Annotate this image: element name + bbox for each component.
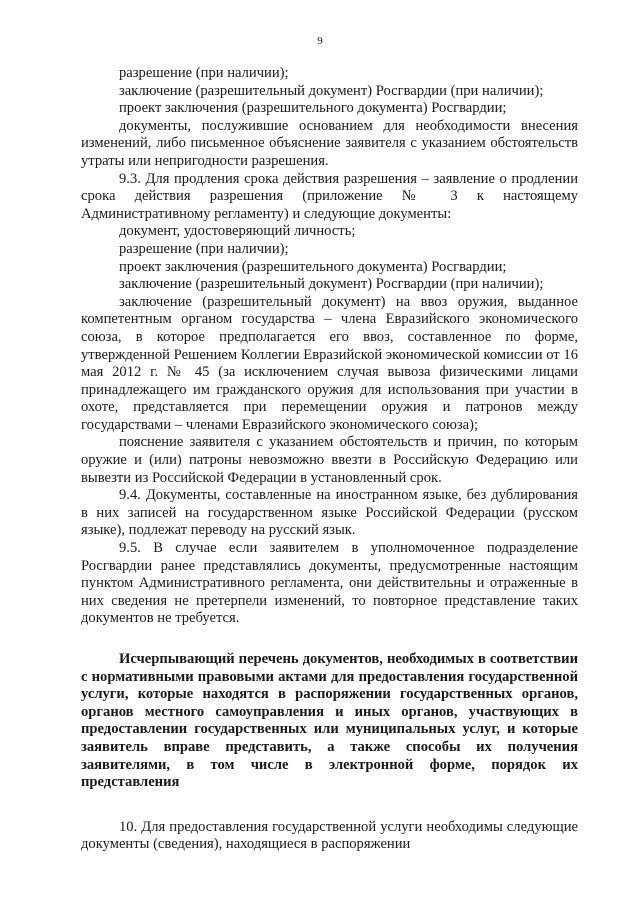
paragraph: проект заключения (разрешительного документа) Росгвардии; [119,258,507,275]
paragraph: 9.3. Для продления срока действия разрешения – заявление о продлении срока действия разрешения (приложение № 3 к настоящему Административному регламенту) и следующие документы: [81,170,578,222]
page-number: 9 [317,35,323,47]
paragraph: заключение (разрешительный документ) Росгвардии (при наличии); [119,82,544,99]
section-heading: Исчерпывающий перечень документов, необходимых в соответствии с нормативными правовыми актами для предоставления государственной услуги, которые находятся в распоряжении государственных органов, органов местного самоуправления и иных органов, участвующих в предоставлении государственных или муниципальных услуг, и которые заявитель вправе представить, а также способы их получения заявителями, в том числе в электронной форме, порядок их представления [81,651,578,791]
paragraph: документ, удостоверяющий личность; [119,223,356,240]
paragraph: 9.5. В случае если заявителем в уполномоченное подразделение Росгвардии ранее представлялись документы, предусмотренные настоящим пунктом Административного регламента, они действительны и отраженные в них сведения не претерпели изменений, то повторное представление таких документов не требуется. [81,540,578,627]
paragraph: документы, послужившие основанием для необходимости внесения изменений, либо письменное объяснение заявителя с указанием обстоятельств утраты или непригодности разрешения. [81,117,578,169]
paragraph: проект заключения (разрешительного документа) Росгвардии; [119,100,507,117]
paragraph: заключение (разрешительный документ) на ввоз оружия, выданное компетентным органом государства – члена Евразийского экономического союза, в которое предполагается его ввоз, составленное по форме, утвержденной Решением Коллегии Евразийской экономической комиссии от 16 мая 2012 г. № 45 (за исключением случая вывоза физическими лицами принадлежащего им гражданского оружия для использования при участии в охоте, представляется при перемещении оружия и патронов между государствами – членами Евразийского экономического союза); [81,293,578,433]
paragraph: 10. Для предоставления государственной услуги необходимы следующие документы (сведения), находящиеся в распоряжении [81,818,578,853]
paragraph: разрешение (при наличии); [119,65,289,81]
paragraph: заключение (разрешительный документ) Росгвардии (при наличии); [119,276,544,293]
paragraph: пояснение заявителя с указанием обстоятельств и причин, по которым оружие и (или) патроны невозможно ввезти в Российскую Федерацию или вывезти из Российской Федерации в установленный срок. [81,434,578,486]
document-body [81,65,578,854]
paragraph: разрешение (при наличии); [119,240,289,257]
paragraph: 9.4. Документы, составленные на иностранном языке, без дублирования в них записей на государственном языке Российской Федерации (русском языке), подлежат переводу на русский язык. [81,487,578,539]
